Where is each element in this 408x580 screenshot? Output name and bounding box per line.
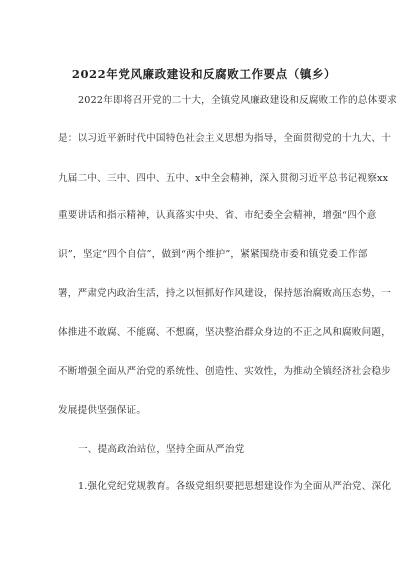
paragraph-line: 2022年即将召开党的二十大，全镇党风廉政建设和反腐败工作的总体要求 — [78, 95, 398, 106]
paragraph-line: 署，严肃党内政治生活，持之以恒抓好作风建设，保持惩治腐败高压态势，一 — [58, 288, 391, 299]
paragraph-line: 是：以习近平新时代中国特色社会主义思想为指导，全面贯彻党的十九大、十 — [58, 133, 391, 144]
paragraph-line: 重要讲话和指示精神，认真落实中央、省、市纪委全会精神，增强“四个意 — [58, 210, 377, 221]
paragraph-line: 发展提供坚强保证。 — [58, 405, 147, 416]
section-heading: 一、提高政治站位，坚持全面从严治党 — [78, 444, 245, 455]
paragraph-line: 识”，坚定“四个自信”，做到“两个维护”，紧紧围绕市委和镇党委工作部 — [58, 249, 368, 260]
paragraph-line: 不断增强全面从严治党的系统性、创造性、实效性，为推动全镇经济社会稳步 — [58, 366, 391, 377]
document-title: 2022年党风廉政建设和反腐败工作要点（镇乡） — [71, 67, 337, 81]
item-line: 1.强化党纪党规教育。各级党组织要把思想建设作为全面从严治党、深化 — [78, 481, 392, 492]
paragraph-line: 九届二中、三中、四中、五中、x中全会精神，深入贯彻习近平总书记视察xx — [58, 173, 389, 184]
paragraph-line: 体推进不敢腐、不能腐、不想腐，坚决整治群众身边的不正之风和腐败问题， — [58, 327, 391, 338]
